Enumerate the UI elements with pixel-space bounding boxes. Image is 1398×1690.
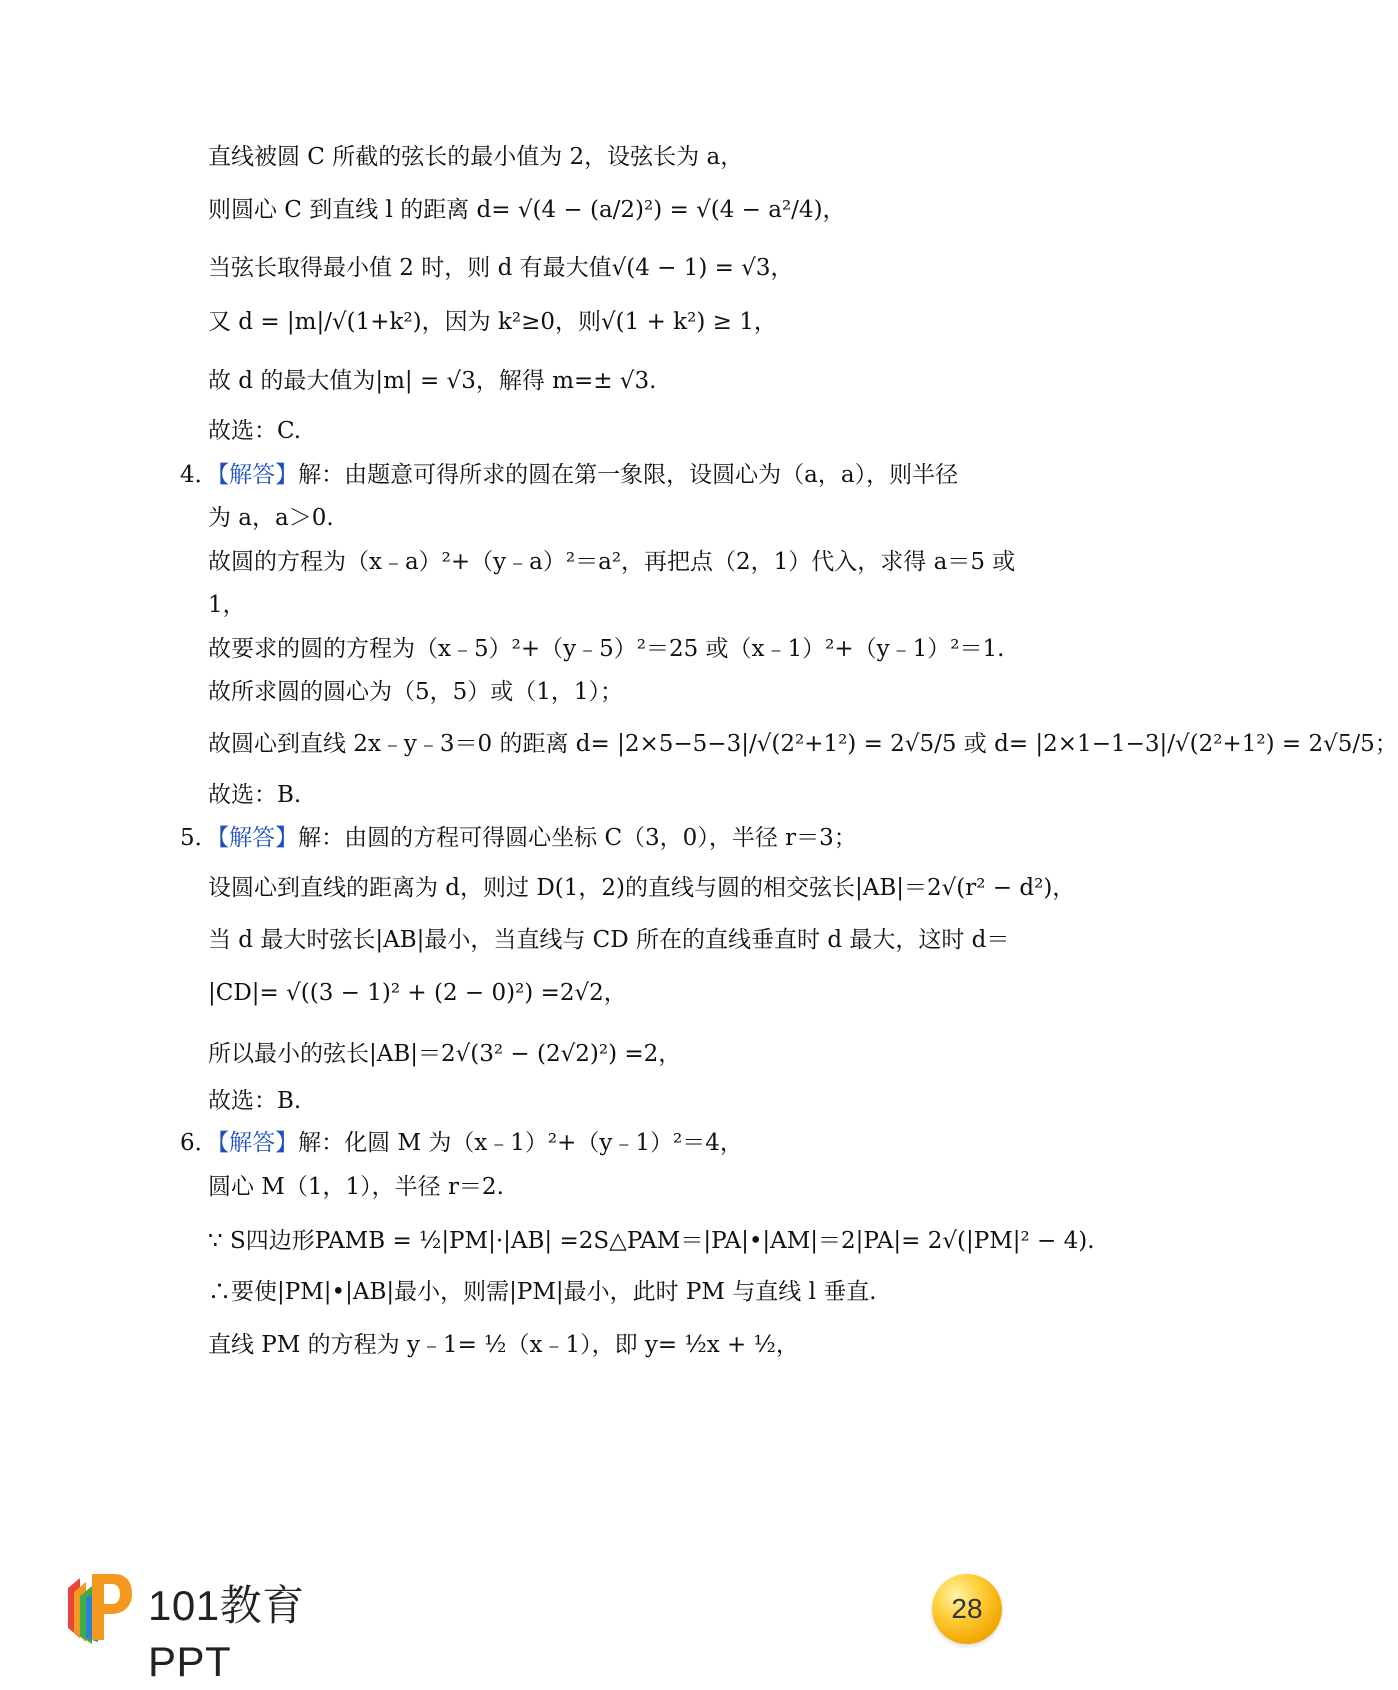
page-number: 28 <box>951 1593 983 1624</box>
answer-text: 解：由圆的方程可得圆心坐标 C（3，0），半径 r＝3； <box>298 825 857 851</box>
answer-tag: 【解答】 <box>217 1130 299 1156</box>
answer-4-heading <box>180 460 958 490</box>
text-line: 所以最小的弦长|AB|＝2√(3² − (2√2)²) =2， <box>208 1041 682 1067</box>
answer-6-heading <box>180 1128 743 1158</box>
answer-text: 解：由题意可得所求的圆在第一象限，设圆心为（a，a），则半径 <box>298 462 959 488</box>
text-line: 圆心 M（1，1），半径 r＝2. <box>208 1174 504 1200</box>
text-line: |CD|= √((3 − 1)² + (2 − 0)²) =2√2， <box>208 980 627 1006</box>
text-line: 直线 PM 的方程为 y﹣1= ½（x﹣1），即 y= ½x + ½， <box>208 1332 799 1358</box>
text-line: 则圆心 C 到直线 l 的距离 d= √(4 − (a/2)²) = √(4 − a²/4)， <box>208 197 846 223</box>
text-line: 当弦长取得最小值 2 时，则 d 有最大值√(4 − 1) = √3， <box>208 255 794 281</box>
page-number-badge <box>932 1574 1002 1644</box>
text-line: 故选：B. <box>208 782 302 808</box>
text-line: 故要求的圆的方程为（x﹣5）²+（y﹣5）²＝25 或（x﹣1）²+（y﹣1）²＝1. <box>208 636 1005 662</box>
question-number: 4． <box>180 462 218 488</box>
text-line: 设圆心到直线的距离为 d，则过 D(1，2)的直线与圆的相交弦长|AB|＝2√(r² − d²)， <box>208 875 1076 901</box>
text-line: 故选：B. <box>208 1088 302 1114</box>
text-line: 直线被圆 C 所截的弦长的最小值为 2，设弦长为 a， <box>208 144 744 170</box>
text-line: 故圆的方程为（x﹣a）²+（y﹣a）²＝a²，再把点（2，1）代入，求得 a＝5 或 <box>208 549 1016 575</box>
answer-5-heading <box>180 823 857 853</box>
answer-tag: 【解答】 <box>217 825 299 851</box>
text-line: 又 d = |m|/√(1+k²)，因为 k²≥0，则√(1 + k²) ≥ 1， <box>208 309 777 335</box>
question-number: 5． <box>180 825 218 851</box>
brand-logo <box>62 1568 362 1685</box>
logo-text: 101教育PPT <box>148 1582 305 1685</box>
logo-p-icon <box>62 1568 134 1644</box>
text-line: 故圆心到直线 2x﹣y﹣3＝0 的距离 d= |2×5−5−3|/√(2²+1²) = 2√5/5 或 d= |2×1−1−3|/√(2²+1²) = 2√5/5； <box>208 731 1398 757</box>
text-line: 故所求圆的圆心为（5，5）或（1，1）； <box>208 679 624 705</box>
text-line: 为 a，a＞0. <box>208 505 334 531</box>
text-line: ∵ S四边形PAMB = ½|PM|·|AB| =2S△PAM＝|PA|•|AM|＝2|PA|= 2√(|PM|² − 4). <box>208 1228 1095 1254</box>
text-line: 1， <box>208 592 246 618</box>
question-number: 6． <box>180 1130 218 1156</box>
text-line: 故 d 的最大值为|m| = √3，解得 m=± √3. <box>208 368 657 394</box>
text-line: ∴要使|PM|•|AB|最小，则需|PM|最小，此时 PM 与直线 l 垂直. <box>208 1279 877 1305</box>
answer-tag: 【解答】 <box>217 462 299 488</box>
text-line: 故选：C. <box>208 418 302 444</box>
answer-text: 解：化圆 M 为（x﹣1）²+（y﹣1）²＝4， <box>298 1130 743 1156</box>
text-line: 当 d 最大时弦长|AB|最小，当直线与 CD 所在的直线垂直时 d 最大，这时 d＝ <box>208 927 1010 953</box>
